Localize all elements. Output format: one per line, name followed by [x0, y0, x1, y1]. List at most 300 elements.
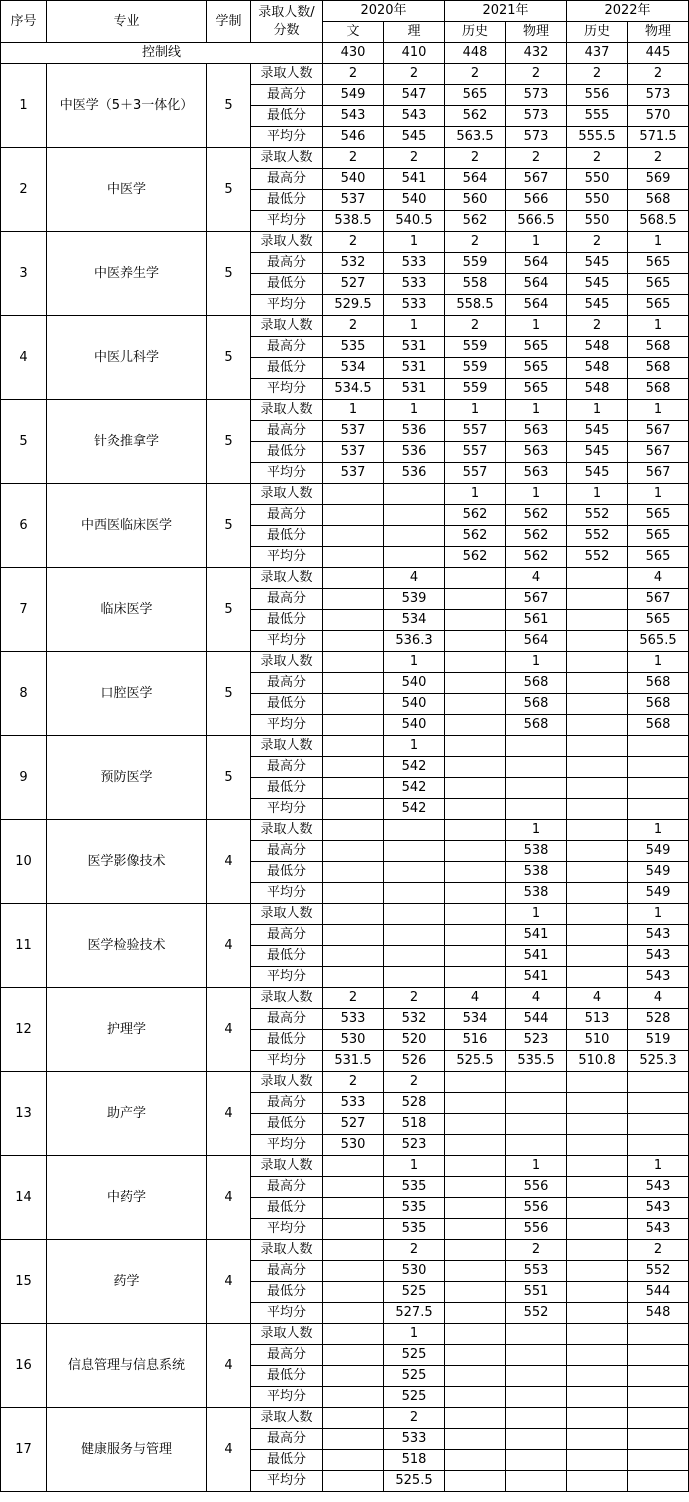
score-cell: 562 [445, 526, 506, 547]
major-name: 护理学 [47, 988, 207, 1072]
score-cell [384, 526, 445, 547]
score-cell: 571.5 [628, 127, 689, 148]
score-cell [445, 610, 506, 631]
score-cell [445, 1366, 506, 1387]
score-cell [567, 1303, 628, 1324]
score-cell: 548 [567, 379, 628, 400]
score-cell: 555.5 [567, 127, 628, 148]
score-cell: 573 [628, 85, 689, 106]
score-cell: 560 [445, 190, 506, 211]
score-cell [445, 1198, 506, 1219]
score-cell [323, 568, 384, 589]
score-cell [384, 484, 445, 505]
major-duration: 5 [207, 652, 251, 736]
metric-label: 录取人数 [251, 316, 323, 337]
metric-label: 平均分 [251, 631, 323, 652]
score-cell: 533 [384, 253, 445, 274]
major-name: 中医学 [47, 148, 207, 232]
metric-label: 平均分 [251, 127, 323, 148]
metric-label: 录取人数 [251, 232, 323, 253]
score-cell: 564 [506, 295, 567, 316]
score-cell: 562 [445, 211, 506, 232]
score-cell [567, 610, 628, 631]
score-cell: 533 [384, 274, 445, 295]
score-cell: 543 [323, 106, 384, 127]
score-cell [445, 631, 506, 652]
score-cell: 545 [567, 295, 628, 316]
score-cell [506, 799, 567, 820]
score-cell: 1 [628, 484, 689, 505]
score-cell: 539 [384, 589, 445, 610]
header-duration: 学制 [207, 1, 251, 43]
score-cell [445, 1303, 506, 1324]
major-index: 11 [1, 904, 47, 988]
control-line-value: 448 [445, 43, 506, 64]
score-cell: 564 [506, 631, 567, 652]
score-cell [384, 925, 445, 946]
score-cell [445, 1240, 506, 1261]
score-cell [445, 904, 506, 925]
score-cell [445, 694, 506, 715]
score-cell: 563 [506, 442, 567, 463]
score-cell: 563 [506, 421, 567, 442]
score-cell: 567 [628, 421, 689, 442]
score-cell: 538 [506, 883, 567, 904]
table-row [1, 820, 689, 841]
score-cell: 4 [506, 988, 567, 1009]
score-cell [323, 1471, 384, 1492]
score-cell [628, 1450, 689, 1471]
score-cell: 2 [506, 64, 567, 85]
score-cell: 549 [628, 862, 689, 883]
metric-label: 最低分 [251, 358, 323, 379]
table-row [1, 988, 689, 1009]
score-cell [445, 778, 506, 799]
score-cell [445, 1156, 506, 1177]
score-cell [445, 1450, 506, 1471]
major-duration: 5 [207, 400, 251, 484]
score-cell: 567 [506, 589, 567, 610]
score-cell: 545 [567, 421, 628, 442]
metric-label: 录取人数 [251, 64, 323, 85]
score-cell [506, 757, 567, 778]
score-cell [628, 1093, 689, 1114]
table-row [1, 148, 689, 169]
score-cell [384, 883, 445, 904]
score-cell: 1 [628, 652, 689, 673]
score-cell [323, 1408, 384, 1429]
score-cell [567, 1345, 628, 1366]
major-duration: 5 [207, 316, 251, 400]
score-cell: 535 [323, 337, 384, 358]
score-cell: 544 [628, 1282, 689, 1303]
score-cell: 510 [567, 1030, 628, 1051]
score-cell: 565 [506, 379, 567, 400]
score-cell [323, 1429, 384, 1450]
score-cell: 552 [628, 1261, 689, 1282]
score-cell [323, 799, 384, 820]
score-cell: 545 [567, 274, 628, 295]
score-cell [567, 1240, 628, 1261]
major-index: 1 [1, 64, 47, 148]
score-cell: 1 [384, 736, 445, 757]
score-cell: 527.5 [384, 1303, 445, 1324]
score-cell: 1 [384, 652, 445, 673]
score-cell: 552 [567, 547, 628, 568]
score-cell: 568 [506, 715, 567, 736]
score-cell [567, 694, 628, 715]
score-cell: 534 [323, 358, 384, 379]
score-cell [567, 1093, 628, 1114]
major-name: 针灸推拿学 [47, 400, 207, 484]
score-cell: 545 [567, 253, 628, 274]
table-row [1, 652, 689, 673]
major-name: 医学影像技术 [47, 820, 207, 904]
score-cell: 557 [445, 463, 506, 484]
score-cell [323, 1303, 384, 1324]
score-cell: 523 [506, 1030, 567, 1051]
major-index: 16 [1, 1324, 47, 1408]
table-body [1, 43, 689, 1492]
metric-label: 最低分 [251, 610, 323, 631]
score-cell [323, 1198, 384, 1219]
metric-label: 平均分 [251, 967, 323, 988]
score-cell: 545 [567, 442, 628, 463]
major-index: 2 [1, 148, 47, 232]
score-cell: 568 [628, 337, 689, 358]
score-cell: 568.5 [628, 211, 689, 232]
score-cell: 538 [506, 862, 567, 883]
metric-label: 录取人数 [251, 148, 323, 169]
score-cell [445, 1219, 506, 1240]
score-cell: 527 [323, 1114, 384, 1135]
score-cell: 2 [506, 1240, 567, 1261]
score-cell: 1 [628, 232, 689, 253]
major-index: 7 [1, 568, 47, 652]
score-cell: 553 [506, 1261, 567, 1282]
score-cell: 570 [628, 106, 689, 127]
score-cell: 536 [384, 442, 445, 463]
major-duration: 5 [207, 232, 251, 316]
score-cell: 531 [384, 379, 445, 400]
score-cell: 4 [506, 568, 567, 589]
score-cell: 566 [506, 190, 567, 211]
score-cell [323, 757, 384, 778]
score-cell: 564 [506, 274, 567, 295]
major-name: 药学 [47, 1240, 207, 1324]
score-cell [506, 1345, 567, 1366]
score-cell: 518 [384, 1450, 445, 1471]
metric-label: 录取人数 [251, 820, 323, 841]
score-cell: 565 [628, 253, 689, 274]
score-cell [323, 1240, 384, 1261]
metric-label: 最低分 [251, 1450, 323, 1471]
score-cell: 2 [445, 64, 506, 85]
score-cell: 550 [567, 190, 628, 211]
score-cell [567, 925, 628, 946]
score-cell: 543 [628, 1219, 689, 1240]
score-cell [628, 1408, 689, 1429]
score-cell [323, 1156, 384, 1177]
score-cell [628, 778, 689, 799]
score-cell: 548 [567, 358, 628, 379]
score-cell [567, 841, 628, 862]
score-cell: 562 [506, 526, 567, 547]
header-year-2020: 2020年 [323, 1, 445, 22]
major-duration: 4 [207, 1072, 251, 1156]
metric-label: 最低分 [251, 274, 323, 295]
score-cell [628, 1471, 689, 1492]
header-row-years [1, 1, 689, 22]
metric-label: 平均分 [251, 295, 323, 316]
score-cell: 2 [323, 1072, 384, 1093]
score-cell [323, 736, 384, 757]
score-cell [445, 1114, 506, 1135]
major-name: 口腔医学 [47, 652, 207, 736]
score-cell: 540 [384, 673, 445, 694]
score-cell [323, 694, 384, 715]
score-cell: 540 [384, 694, 445, 715]
major-index: 12 [1, 988, 47, 1072]
score-cell: 519 [628, 1030, 689, 1051]
score-cell [628, 1324, 689, 1345]
metric-label: 最高分 [251, 841, 323, 862]
major-duration: 5 [207, 64, 251, 148]
score-cell: 556 [506, 1198, 567, 1219]
score-cell: 538.5 [323, 211, 384, 232]
score-cell [506, 1114, 567, 1135]
score-cell: 535.5 [506, 1051, 567, 1072]
metric-label: 最高分 [251, 925, 323, 946]
score-cell: 542 [384, 757, 445, 778]
metric-label: 录取人数 [251, 904, 323, 925]
score-cell [445, 1072, 506, 1093]
metric-label: 录取人数 [251, 1240, 323, 1261]
score-cell: 541 [506, 967, 567, 988]
score-cell [323, 652, 384, 673]
score-cell: 532 [384, 1009, 445, 1030]
score-cell [323, 1261, 384, 1282]
score-cell [567, 736, 628, 757]
metric-label: 录取人数 [251, 1408, 323, 1429]
metric-label: 平均分 [251, 1219, 323, 1240]
score-cell: 2 [323, 988, 384, 1009]
score-cell: 1 [628, 1156, 689, 1177]
score-cell: 2 [567, 64, 628, 85]
header-metric-line2: 分数 [273, 22, 300, 38]
major-name: 助产学 [47, 1072, 207, 1156]
score-cell: 550 [567, 169, 628, 190]
major-duration: 4 [207, 820, 251, 904]
score-cell [384, 820, 445, 841]
score-cell [445, 1282, 506, 1303]
score-cell: 4 [384, 568, 445, 589]
score-cell: 1 [384, 400, 445, 421]
score-cell [567, 799, 628, 820]
score-cell [323, 610, 384, 631]
score-cell [567, 1072, 628, 1093]
major-name: 信息管理与信息系统 [47, 1324, 207, 1408]
major-name: 中医养生学 [47, 232, 207, 316]
score-cell: 550 [567, 211, 628, 232]
score-cell [384, 967, 445, 988]
score-cell: 2 [323, 148, 384, 169]
score-cell [506, 778, 567, 799]
score-cell [628, 1387, 689, 1408]
score-cell [506, 1450, 567, 1471]
metric-label: 最低分 [251, 1114, 323, 1135]
score-cell: 534 [384, 610, 445, 631]
score-cell [567, 883, 628, 904]
major-duration: 5 [207, 148, 251, 232]
metric-label: 最高分 [251, 505, 323, 526]
metric-label: 录取人数 [251, 1324, 323, 1345]
score-cell [567, 1282, 628, 1303]
score-cell: 1 [628, 904, 689, 925]
score-cell [445, 1429, 506, 1450]
control-line-value: 432 [506, 43, 567, 64]
score-cell: 1 [384, 1324, 445, 1345]
major-name: 医学检验技术 [47, 904, 207, 988]
score-cell [506, 1072, 567, 1093]
score-cell [323, 589, 384, 610]
score-cell [628, 757, 689, 778]
score-cell [323, 925, 384, 946]
metric-label: 最高分 [251, 1009, 323, 1030]
score-cell: 525 [384, 1387, 445, 1408]
score-cell: 568 [628, 673, 689, 694]
score-cell [567, 862, 628, 883]
score-cell: 540 [323, 169, 384, 190]
score-cell: 520 [384, 1030, 445, 1051]
score-cell: 561 [506, 610, 567, 631]
score-cell: 568 [506, 694, 567, 715]
score-cell: 2 [445, 232, 506, 253]
score-cell: 562 [445, 106, 506, 127]
major-name: 预防医学 [47, 736, 207, 820]
score-cell [445, 715, 506, 736]
score-cell: 545 [567, 463, 628, 484]
control-line-value: 437 [567, 43, 628, 64]
metric-label: 录取人数 [251, 1156, 323, 1177]
score-cell [445, 1261, 506, 1282]
score-cell: 531.5 [323, 1051, 384, 1072]
score-cell [506, 1429, 567, 1450]
score-cell [445, 1135, 506, 1156]
score-cell [384, 904, 445, 925]
score-cell [323, 820, 384, 841]
score-cell: 1 [628, 400, 689, 421]
score-cell: 1 [506, 1156, 567, 1177]
score-cell: 2 [384, 1072, 445, 1093]
score-cell: 569 [628, 169, 689, 190]
major-index: 6 [1, 484, 47, 568]
major-index: 13 [1, 1072, 47, 1156]
score-cell [445, 757, 506, 778]
header-year-2022: 2022年 [567, 1, 689, 22]
score-cell [323, 1387, 384, 1408]
score-cell: 564 [506, 253, 567, 274]
table-row [1, 1240, 689, 1261]
score-cell: 527 [323, 274, 384, 295]
score-cell: 545 [384, 127, 445, 148]
score-cell [567, 1114, 628, 1135]
major-duration: 5 [207, 484, 251, 568]
score-cell [323, 1219, 384, 1240]
score-cell: 564 [445, 169, 506, 190]
metric-label: 最高分 [251, 85, 323, 106]
score-cell [628, 1135, 689, 1156]
score-cell: 565 [628, 547, 689, 568]
major-duration: 4 [207, 1408, 251, 1492]
score-cell: 533 [323, 1009, 384, 1030]
score-cell: 4 [567, 988, 628, 1009]
score-cell [445, 967, 506, 988]
score-cell: 518 [384, 1114, 445, 1135]
metric-label: 平均分 [251, 883, 323, 904]
major-name: 中医学（5＋3一体化） [47, 64, 207, 148]
score-cell [506, 736, 567, 757]
score-cell: 2 [628, 1240, 689, 1261]
score-cell: 557 [445, 442, 506, 463]
metric-label: 平均分 [251, 1471, 323, 1492]
score-cell: 542 [384, 778, 445, 799]
metric-label: 平均分 [251, 715, 323, 736]
score-cell: 534.5 [323, 379, 384, 400]
score-cell: 1 [506, 652, 567, 673]
score-cell [445, 652, 506, 673]
major-duration: 4 [207, 1240, 251, 1324]
score-cell: 541 [506, 946, 567, 967]
table-row [1, 232, 689, 253]
metric-label: 最低分 [251, 1366, 323, 1387]
score-cell: 2 [567, 316, 628, 337]
score-cell: 513 [567, 1009, 628, 1030]
score-cell: 563.5 [445, 127, 506, 148]
table-row [1, 904, 689, 925]
score-cell: 543 [628, 946, 689, 967]
major-name: 中医儿科学 [47, 316, 207, 400]
table-row [1, 736, 689, 757]
score-cell [384, 841, 445, 862]
header-metric-line1: 录取人数/ [258, 4, 315, 20]
score-cell [445, 1408, 506, 1429]
score-cell [567, 1366, 628, 1387]
score-cell: 533 [384, 295, 445, 316]
score-cell: 536 [384, 421, 445, 442]
score-cell: 530 [323, 1135, 384, 1156]
control-line-value: 445 [628, 43, 689, 64]
metric-label: 最高分 [251, 337, 323, 358]
score-cell [567, 673, 628, 694]
metric-label: 平均分 [251, 211, 323, 232]
score-cell: 573 [506, 85, 567, 106]
score-cell: 1 [506, 484, 567, 505]
table-row [1, 484, 689, 505]
header-subject: 物理 [506, 22, 567, 43]
score-cell [384, 862, 445, 883]
metric-label: 录取人数 [251, 400, 323, 421]
score-cell [567, 1261, 628, 1282]
score-cell: 559 [445, 379, 506, 400]
control-line-value: 410 [384, 43, 445, 64]
major-duration: 4 [207, 988, 251, 1072]
score-cell [384, 505, 445, 526]
major-duration: 5 [207, 568, 251, 652]
score-cell [445, 1387, 506, 1408]
score-cell [323, 673, 384, 694]
score-cell: 1 [445, 400, 506, 421]
